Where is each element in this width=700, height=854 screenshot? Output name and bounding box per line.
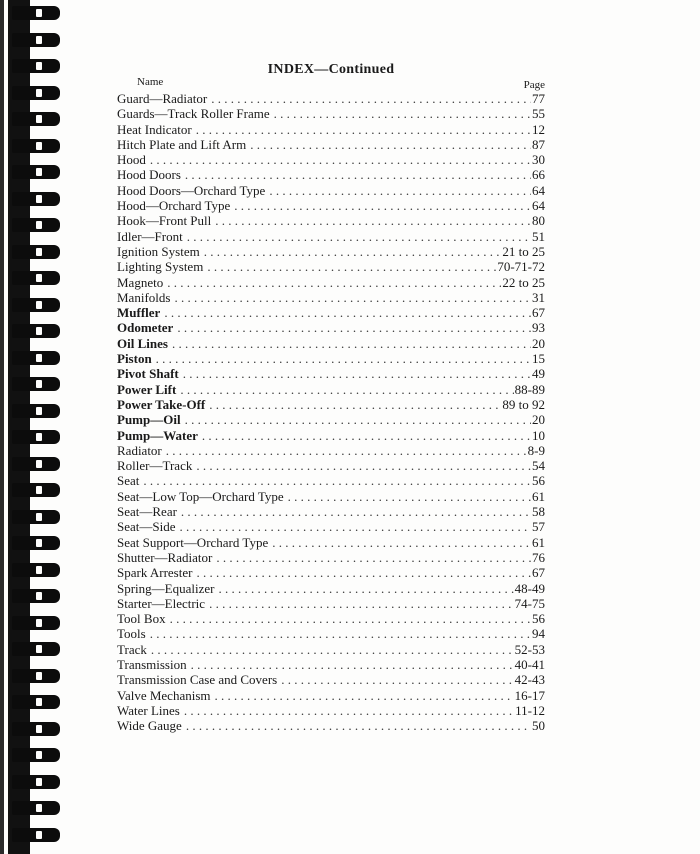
index-entry-label: Lighting System xyxy=(117,259,204,275)
dot-leader xyxy=(184,703,514,718)
dot-leader xyxy=(209,397,501,412)
index-entry xyxy=(117,458,545,473)
index-entry-label: Muffler xyxy=(117,305,161,321)
dot-leader xyxy=(204,244,502,259)
index-entry xyxy=(117,244,545,259)
index-entry-label: Seat—Low Top—Orchard Type xyxy=(117,488,284,504)
dot-leader xyxy=(167,275,501,290)
index-entry xyxy=(117,351,545,366)
dot-leader xyxy=(215,213,531,228)
index-entry-page: 88-89 xyxy=(514,381,545,397)
index-entry-page: 49 xyxy=(532,366,545,382)
index-entry-label: Oil Lines xyxy=(117,335,168,351)
index-entry xyxy=(117,657,545,672)
dot-leader xyxy=(174,290,531,305)
index-entry-label: Hood Doors xyxy=(117,167,181,183)
dot-leader xyxy=(185,412,531,427)
binding-ring xyxy=(12,483,60,497)
index-entry-label: Guards—Track Roller Frame xyxy=(117,106,270,122)
index-entry-page: 76 xyxy=(532,549,545,565)
dot-leader xyxy=(150,626,531,641)
dot-leader xyxy=(191,657,514,672)
dot-leader xyxy=(209,596,514,611)
index-entry-label: Magneto xyxy=(117,274,164,290)
dot-leader xyxy=(234,198,531,213)
binding-ring xyxy=(12,245,60,259)
index-entry-page: 22 to 25 xyxy=(502,274,545,290)
dot-leader xyxy=(170,611,531,626)
binding-ring xyxy=(12,139,60,153)
index-entry-page: 12 xyxy=(532,121,545,137)
binding-ring xyxy=(12,33,60,47)
dot-leader xyxy=(143,473,531,488)
binding-ring xyxy=(12,457,60,471)
dot-leader xyxy=(187,229,531,244)
dot-leader xyxy=(250,137,531,152)
index-entry xyxy=(117,91,545,106)
index-entry-label: Seat xyxy=(117,473,140,489)
index-entry-page: 48-49 xyxy=(514,580,545,596)
index-entry xyxy=(117,167,545,182)
index-entry-label: Hood xyxy=(117,152,146,168)
index-entry xyxy=(117,259,545,274)
index-entry xyxy=(117,137,545,152)
binding-ring xyxy=(12,377,60,391)
index-entry xyxy=(117,703,545,718)
index-entry-label: Roller—Track xyxy=(117,458,193,474)
binding-ring xyxy=(12,351,60,365)
binding-ring xyxy=(12,563,60,577)
index-entry-label: Pivot Shaft xyxy=(117,366,179,382)
index-entry-page: 70-71-72 xyxy=(497,259,545,275)
index-entry xyxy=(117,229,545,244)
index-content xyxy=(117,62,545,733)
index-entry-page: 20 xyxy=(532,335,545,351)
index-entry-label: Starter—Electric xyxy=(117,595,206,611)
index-entry xyxy=(117,122,545,137)
index-entry xyxy=(117,152,545,167)
binding-ring xyxy=(12,430,60,444)
dot-leader xyxy=(181,504,531,519)
index-entry-page: 87 xyxy=(532,136,545,152)
index-entry xyxy=(117,428,545,443)
index-entry xyxy=(117,688,545,703)
index-entry-page: 55 xyxy=(532,106,545,122)
index-entry-page: 64 xyxy=(532,198,545,214)
index-entry xyxy=(117,489,545,504)
index-entry-label: Shutter—Radiator xyxy=(117,549,213,565)
dot-leader xyxy=(215,688,514,703)
index-entry-page: 50 xyxy=(532,718,545,734)
dot-leader xyxy=(185,167,531,182)
index-entry-label: Power Lift xyxy=(117,381,177,397)
index-entry-label: Pump—Water xyxy=(117,427,198,443)
index-entry xyxy=(117,382,545,397)
index-entry-page: 16-17 xyxy=(514,687,545,703)
binding-ring xyxy=(12,59,60,73)
index-entry-page: 64 xyxy=(532,182,545,198)
dot-leader xyxy=(196,458,531,473)
binding-ring xyxy=(12,642,60,656)
index-entry-label: Spark Arrester xyxy=(117,565,193,581)
binding-ring xyxy=(12,695,60,709)
index-entry xyxy=(117,290,545,305)
binding-ring xyxy=(12,404,60,418)
index-entry-page: 42-43 xyxy=(514,672,545,688)
index-entry-page: 52-53 xyxy=(514,641,545,657)
comb-binding xyxy=(0,0,64,854)
dot-leader xyxy=(177,320,531,335)
dot-leader xyxy=(216,550,531,565)
index-entry-label: Transmission xyxy=(117,656,187,672)
index-entry-label: Transmission Case and Covers xyxy=(117,672,278,688)
index-entry-label: Tools xyxy=(117,626,146,642)
dot-leader xyxy=(183,366,531,381)
index-entry-page: 8-9 xyxy=(527,442,545,458)
binding-ring xyxy=(12,536,60,550)
index-entry xyxy=(117,198,545,213)
index-entry xyxy=(117,718,545,733)
dot-leader xyxy=(288,489,531,504)
index-entry-page: 21 to 25 xyxy=(502,243,545,259)
dot-leader xyxy=(172,336,531,351)
index-list xyxy=(117,91,545,733)
index-entry xyxy=(117,305,545,320)
binding-ring xyxy=(12,616,60,630)
index-entry-label: Odometer xyxy=(117,320,174,336)
dot-leader xyxy=(180,382,513,397)
binding-ring xyxy=(12,748,60,762)
binding-ring xyxy=(12,165,60,179)
dot-leader xyxy=(274,106,531,121)
index-entry-page: 67 xyxy=(532,305,545,321)
index-entry-page: 66 xyxy=(532,167,545,183)
dot-leader xyxy=(196,565,531,580)
binding-ring xyxy=(12,589,60,603)
index-entry-label: Track xyxy=(117,641,147,657)
index-entry-label: Valve Mechanism xyxy=(117,687,211,703)
dot-leader xyxy=(150,152,531,167)
index-entry-page: 31 xyxy=(532,289,545,305)
index-entry-label: Ignition System xyxy=(117,243,200,259)
index-entry xyxy=(117,535,545,550)
index-entry xyxy=(117,581,545,596)
index-entry xyxy=(117,397,545,412)
dot-leader xyxy=(180,519,532,534)
dot-leader xyxy=(218,581,513,596)
binding-ring xyxy=(12,324,60,338)
index-entry xyxy=(117,443,545,458)
index-entry xyxy=(117,550,545,565)
index-entry-page: 58 xyxy=(532,504,545,520)
index-entry xyxy=(117,336,545,351)
index-entry xyxy=(117,504,545,519)
index-entry-label: Hood Doors—Orchard Type xyxy=(117,182,266,198)
binding-ring xyxy=(12,669,60,683)
index-entry xyxy=(117,672,545,687)
index-entry xyxy=(117,519,545,534)
index-entry-label: Piston xyxy=(117,351,152,367)
index-entry-label: Power Take-Off xyxy=(117,396,206,412)
binding-ring xyxy=(12,722,60,736)
index-entry-label: Hood—Orchard Type xyxy=(117,198,231,214)
index-entry xyxy=(117,320,545,335)
dot-leader xyxy=(202,428,531,443)
column-header-name: Name xyxy=(137,76,164,88)
dot-leader xyxy=(281,672,513,687)
index-entry-page: 30 xyxy=(532,152,545,168)
index-entry-page: 20 xyxy=(532,412,545,428)
index-entry-page: 56 xyxy=(532,611,545,627)
index-entry xyxy=(117,611,545,626)
index-entry-page: 10 xyxy=(532,427,545,443)
binding-ring xyxy=(12,192,60,206)
binding-ring xyxy=(12,801,60,815)
index-entry xyxy=(117,106,545,121)
dot-leader xyxy=(151,642,514,657)
index-entry-page: 89 to 92 xyxy=(502,396,545,412)
index-entry-page: 93 xyxy=(532,320,545,336)
binding-ring xyxy=(12,298,60,312)
index-entry-label: Radiator xyxy=(117,442,162,458)
index-entry-label: Guard—Radiator xyxy=(117,91,208,106)
index-entry-label: Idler—Front xyxy=(117,228,183,244)
index-entry-page: 11-12 xyxy=(515,702,545,718)
index-entry xyxy=(117,596,545,611)
index-entry-page: 51 xyxy=(532,228,545,244)
index-entry-label: Seat Support—Orchard Type xyxy=(117,534,269,550)
index-entry-page: 61 xyxy=(532,534,545,550)
index-entry-page: 57 xyxy=(532,519,545,535)
index-entry xyxy=(117,275,545,290)
column-header xyxy=(117,78,545,90)
column-header-page: Page xyxy=(523,79,545,91)
index-entry-label: Hook—Front Pull xyxy=(117,213,212,229)
index-entry-page: 80 xyxy=(532,213,545,229)
binding-ring xyxy=(12,828,60,842)
index-entry-label: Heat Indicator xyxy=(117,121,192,137)
binding-ring xyxy=(12,775,60,789)
dot-leader xyxy=(186,718,531,733)
dot-leader xyxy=(196,122,531,137)
index-entry-label: Seat—Rear xyxy=(117,504,177,520)
index-entry-page: 74-75 xyxy=(514,595,545,611)
index-entry xyxy=(117,642,545,657)
index-entry-label: Pump—Oil xyxy=(117,412,181,428)
binding-ring xyxy=(12,112,60,126)
index-entry xyxy=(117,626,545,641)
dot-leader xyxy=(272,535,531,550)
index-entry xyxy=(117,412,545,427)
dot-leader xyxy=(207,259,496,274)
index-entry xyxy=(117,565,545,580)
index-entry-label: Hitch Plate and Lift Arm xyxy=(117,136,247,152)
index-entry-page: 15 xyxy=(532,351,545,367)
index-entry-label: Manifolds xyxy=(117,289,171,305)
index-entry xyxy=(117,366,545,381)
index-entry xyxy=(117,213,545,228)
index-entry-page: 77 xyxy=(532,91,545,106)
index-entry-page: 94 xyxy=(532,626,545,642)
index-entry-label: Water Lines xyxy=(117,702,180,718)
binding-ring xyxy=(12,6,60,20)
index-entry-page: 56 xyxy=(532,473,545,489)
binding-ring xyxy=(12,271,60,285)
dot-leader xyxy=(211,91,531,106)
binding-ring xyxy=(12,510,60,524)
index-entry-page: 54 xyxy=(532,458,545,474)
dot-leader xyxy=(164,305,531,320)
dot-leader xyxy=(166,443,527,458)
index-entry-label: Wide Gauge xyxy=(117,718,182,734)
index-entry xyxy=(117,473,545,488)
binding-ring xyxy=(12,86,60,100)
page-title: INDEX—Continued xyxy=(267,62,395,77)
index-entry xyxy=(117,183,545,198)
index-entry-label: Tool Box xyxy=(117,611,166,627)
index-entry-page: 67 xyxy=(532,565,545,581)
index-entry-page: 61 xyxy=(532,488,545,504)
index-entry-label: Seat—Side xyxy=(117,519,176,535)
dot-leader xyxy=(269,183,531,198)
index-entry-page: 40-41 xyxy=(514,656,545,672)
binding-ring xyxy=(12,218,60,232)
dot-leader xyxy=(156,351,531,366)
index-entry-label: Spring—Equalizer xyxy=(117,580,215,596)
